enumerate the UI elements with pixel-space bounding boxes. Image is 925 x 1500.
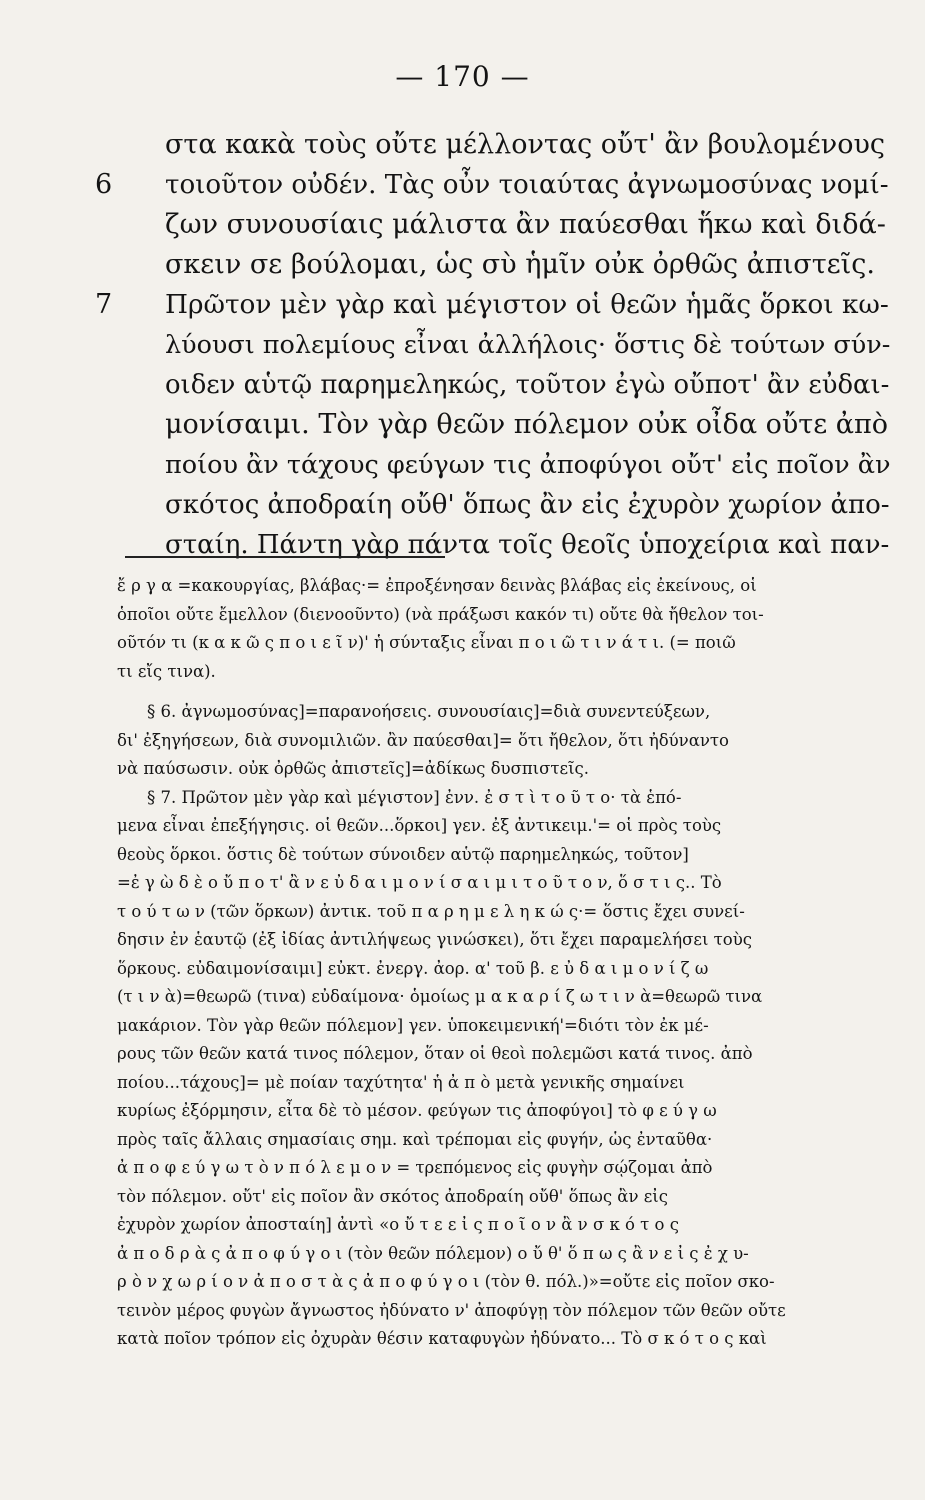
note-line: ἀ π ο δ ρ ὰ ς ἀ π ο φ ύ γ ο ι (τὸν θεῶν πόλεμον) ο ὔ θ' ὅ π ω ς ἂ ν ε ἰ ς ἐ χ υ- [117,1243,749,1263]
note-line: μακάριον. Τὸν γὰρ θεῶν πόλεμον] γεν. ὑποκειμενική'=διότι τὸν ἐκ μέ- [117,1015,709,1035]
main-text-content: στα κακὰ τοὺς οὔτε μέλλοντας οὔτ' ἂν βουλομένους [165,129,885,160]
main-text-line [95,485,895,525]
note-line: ἀ π ο φ ε ύ γ ω τ ὸ ν π ό λ ε μ ο ν = τρεπόμενος εἰς φυγὴν σῴζομαι ἀπὸ [117,1158,713,1177]
note-line: δησιν ἐν ἑαυτῷ (ἐξ ἰδίας ἀντιλήψεως γινώσκει), ὅτι ἔχει παραμελήσει τοὺς [117,930,753,949]
note-line: ὁποῖοι οὔτε ἔμελλον (διενοοῦντο) (νὰ πράξωσι κακόν τι) οὔτε θὰ ἤθελον τοι- [117,604,764,624]
main-text-content: τοιοῦτον οὐδέν. Τὰς οὖν τοιαύτας ἀγνωμοσύνας νομί- [165,170,889,200]
main-text-line [95,205,895,245]
note-line: κυρίως ἐξόρμησιν, εἶτα δὲ τὸ μέσον. φεύγων τις ἀποφύγοι] τὸ φ ε ύ γ ω [117,1101,717,1120]
note-line: ρους τῶν θεῶν κατά τινος πόλεμον, ὅταν οἱ θεοὶ πολεμῶσι κατά τινος. ἀπὸ [117,1044,753,1063]
note-line: κατὰ ποῖον τρόπον εἰς ὀχυρὰν θέσιν καταφυγὼν ἠδύνατο... Τὸ σ κ ό τ ο ς καὶ [117,1329,767,1348]
commentary-notes [117,572,892,1354]
note-line: πρὸς ταῖς ἄλλαις σημασίαις σημ. καὶ τρέπομαι εἰς φυγήν, ὡς ἐνταῦθα· [117,1129,713,1149]
note-spacer [117,686,892,698]
main-text-line [95,365,895,405]
main-text-content: λύουσι πολεμίους εἶναι ἀλλήλοις· ὅστις δὲ τούτων σύν- [165,330,891,360]
note-line: τὸν πόλεμον. οὔτ' εἰς ποῖον ἂν σκότος ἀποδραίη οὔθ' ὅπως ἂν εἰς [117,1186,668,1206]
main-text-line [95,445,895,485]
note-line: § 7. Πρῶτον μὲν γὰρ καὶ μέγιστον] ἐνν. ἐ σ τ ὶ τ ο ῦ τ ο· τὰ ἑπό- [147,787,682,807]
main-text-content: Πρῶτον μὲν γὰρ καὶ μέγιστον οἱ θεῶν ἡμᾶς ὅρκοι κω- [165,290,889,320]
note-line: ποίου...τάχους]= μὲ ποίαν ταχύτητα' ἡ ἀ π ὸ μετὰ γενικῆς σημαίνει [117,1072,685,1092]
main-text-content: ποίου ἂν τάχους φεύγων τις ἀποφύγοι οὔτ' εἰς ποῖον ἂν [165,450,891,480]
main-text-line [95,405,895,445]
main-text [95,125,895,565]
note-line: ρ ὸ ν χ ω ρ ί ο ν ἀ π ο σ τ ὰ ς ἀ π ο φ ύ γ ο ι (τὸν θ. πόλ.)»=οὔτε εἰς ποῖον σκο- [117,1272,775,1291]
main-text-content: σκότος ἀποδραίη οὔθ' ὅπως ἂν εἰς ἐχυρὸν χωρίον ἀπο- [165,490,890,520]
note-line: μενα εἶναι ἐπεξήγησις. οἱ θεῶν...ὅρκοι] γεν. ἐξ ἀντικειμ.'= οἱ πρὸς τοὺς [117,816,722,835]
verse-number: 7 [95,289,113,320]
main-text-line [95,245,895,285]
page-number: — 170 — [395,60,530,93]
main-text-content: σκειν σε βούλομαι, ὡς σὺ ἡμῖν οὐκ ὀρθῶς ἀπιστεῖς. [165,249,875,280]
main-text-content: οιδεν αὑτῷ παρημεληκώς, τοῦτον ἐγὼ οὔποτ' ἂν εὐδαι- [165,370,890,400]
note-line: ἐχυρὸν χωρίον ἀποσταίη] ἀντὶ «ο ὔ τ ε ε ἰ ς π ο ῖ ο ν ἂ ν σ κ ό τ ο ς [117,1215,679,1234]
note-line: ἔ ρ γ α =κακουργίας, βλάβας·= ἐπροξένησαν δεινὰς βλάβας εἰς ἐκείνους, οἱ [117,576,757,595]
note-line: δι' ἐξηγήσεων, διὰ συνομιλιῶν. ἂν παύεσθαι]= ὅτι ἤθελον, ὅτι ἠδύναντο [117,730,729,750]
main-text-content: μονίσαιμι. Τὸν γὰρ θεῶν πόλεμον οὐκ οἶδα οὔτε ἀπὸ [165,409,889,440]
note-line: τι εἴς τινα). [117,661,216,681]
main-text-line [95,165,895,205]
note-line: νὰ παύσωσιν. οὐκ ὀρθῶς ἀπιστεῖς]=ἀδίκως δυσπιστεῖς. [117,759,590,778]
note-line: οῦτόν τι (κ α κ ῶ ς π ο ι ε ῖ ν)' ἡ σύνταξις εἶναι π ο ι ῶ τ ι ν ά τ ι. (= ποιῶ [117,633,736,652]
note-line: θεοὺς ὅρκοι. ὅστις δὲ τούτων σύνοιδεν αὑτῷ παρημεληκώς, τοῦτον] [117,844,689,864]
main-text-line [95,525,895,565]
note-line: § 6. ἀγνωμοσύνας]=παρανοήσεις. συνουσίαις]=διὰ συνεντεύξεων, [147,702,711,721]
main-text-line [95,325,895,365]
note-line: ὅρκους. εὐδαιμονίσαιμι] εὐκτ. ἐνεργ. ἀορ. α' τοῦ β. ε ὐ δ α ι μ ο ν ί ζ ω [117,958,709,978]
note-line: τεινὸν μέρος φυγὼν ἄγνωστος ἠδύνατο ν' ἀποφύγῃ τὸν πόλεμον τῶν θεῶν οὔτε [117,1300,786,1320]
main-text-content: σταίη. Πάντη γὰρ πάντα τοῖς θεοῖς ὑποχείρια καὶ παν- [165,530,890,560]
main-text-line [95,125,895,165]
note-line: =ἐ γ ὼ δ ὲ ο ὔ π ο τ' ἂ ν ε ὐ δ α ι μ ο ν ί σ α ι μ ι τ ο ῦ τ ο ν, ὅ σ τ ι ς.. Τὸ [117,873,722,892]
main-text-content: ζων συνουσίαις μάλιστα ἂν παύεσθαι ἥκω καὶ διδά- [165,209,886,240]
verse-number: 6 [95,169,113,200]
note-line: (τ ι ν ὰ)=θεωρῶ (τινα) εὐδαίμονα· ὁμοίως μ α κ α ρ ί ζ ω τ ι ν ὰ=θεωρῶ τινα [117,987,763,1006]
footnote-divider [125,556,445,558]
main-text-line [95,285,895,325]
note-line: τ ο ύ τ ω ν (τῶν ὅρκων) ἀντικ. τοῦ π α ρ η μ ε λ η κ ώ ς·= ὅστις ἔχει συνεί- [117,901,745,921]
